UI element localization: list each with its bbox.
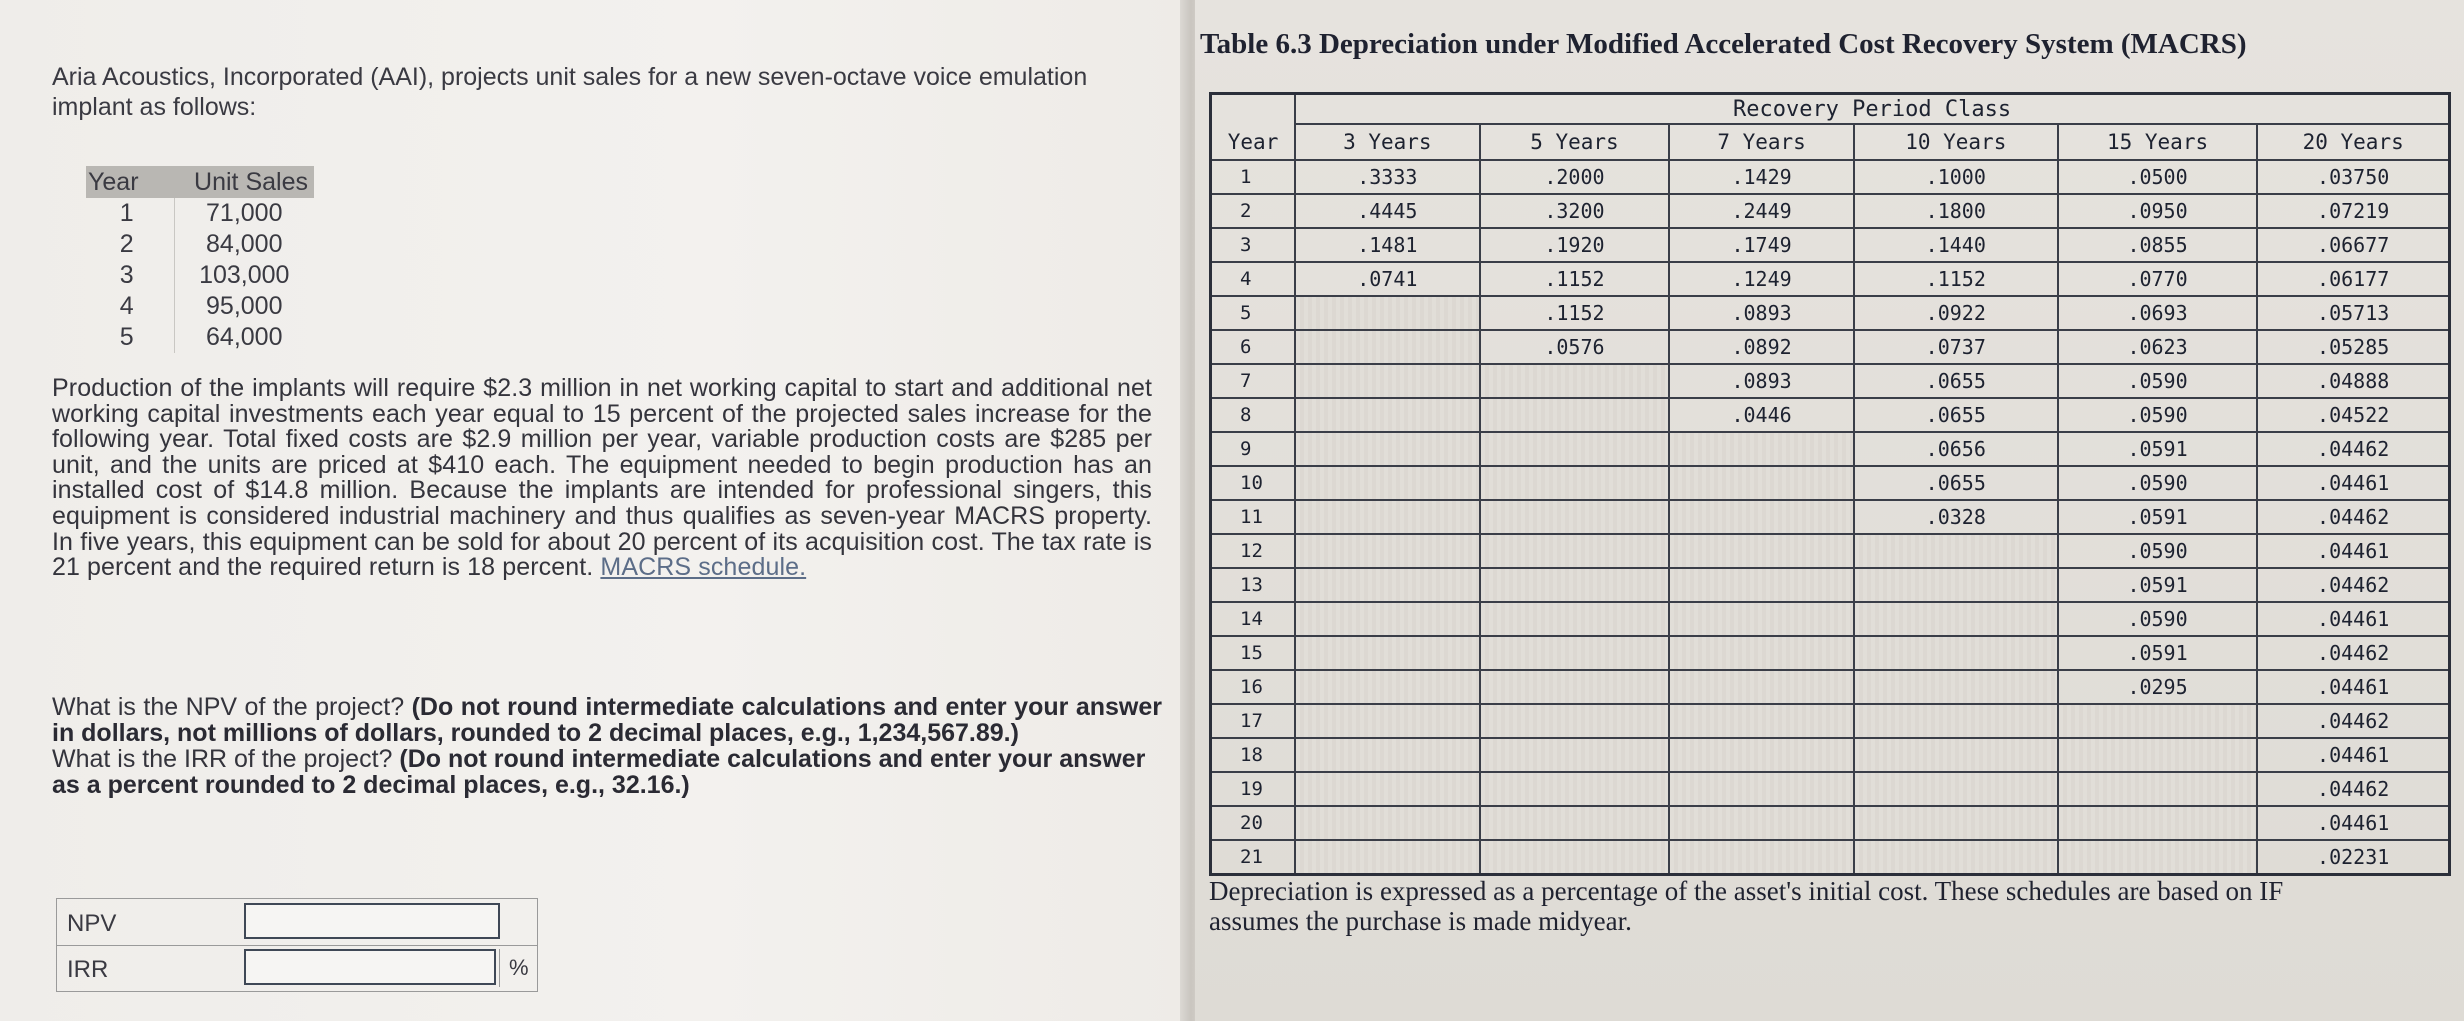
macrs-value-cell bbox=[1480, 772, 1670, 806]
sales-units-cell: 95,000 bbox=[206, 292, 283, 320]
macrs-value-cell: .04461 bbox=[2257, 806, 2449, 840]
macrs-value-cell bbox=[1295, 636, 1479, 670]
macrs-row bbox=[1211, 806, 2450, 840]
sales-year-cell: 2 bbox=[86, 229, 174, 260]
macrs-value-cell: .05285 bbox=[2257, 330, 2449, 364]
macrs-value-cell bbox=[2058, 738, 2258, 772]
macrs-row bbox=[1211, 364, 2450, 398]
macrs-value-cell: .0446 bbox=[1669, 398, 1853, 432]
macrs-value-cell bbox=[1669, 602, 1853, 636]
macrs-year-cell: 17 bbox=[1211, 704, 1296, 738]
macrs-value-cell bbox=[1669, 636, 1853, 670]
macrs-value-cell bbox=[1295, 806, 1479, 840]
macrs-value-cell bbox=[1480, 466, 1670, 500]
macrs-value-cell bbox=[1480, 364, 1670, 398]
macrs-value-cell: .1249 bbox=[1669, 262, 1853, 296]
macrs-value-cell: .0655 bbox=[1854, 466, 2058, 500]
macrs-table bbox=[1209, 92, 2451, 876]
macrs-value-cell bbox=[1669, 738, 1853, 772]
macrs-year-cell: 4 bbox=[1211, 262, 1296, 296]
macrs-column-header: 10 Years bbox=[1854, 124, 2058, 160]
macrs-row bbox=[1211, 704, 2450, 738]
footnote-line-1: Depreciation is expressed as a percentage of the asset's initial cost. These schedules are based on IF bbox=[1209, 876, 2284, 906]
macrs-year-cell: 13 bbox=[1211, 568, 1296, 602]
macrs-row bbox=[1211, 738, 2450, 772]
irr-label: IRR bbox=[67, 956, 109, 983]
macrs-value-cell: .04462 bbox=[2257, 636, 2449, 670]
macrs-value-cell: .04462 bbox=[2257, 568, 2449, 602]
macrs-value-cell: .0591 bbox=[2058, 432, 2258, 466]
macrs-year-cell: 11 bbox=[1211, 500, 1296, 534]
macrs-row bbox=[1211, 296, 2450, 330]
macrs-value-cell bbox=[1295, 296, 1479, 330]
macrs-value-cell bbox=[1295, 602, 1479, 636]
macrs-value-cell: .0500 bbox=[2058, 160, 2258, 194]
macrs-row bbox=[1211, 500, 2450, 534]
npv-question-instructions: (Do not round intermediate calculations and enter your answer in dollars, not millions of dollars, rounded to 2 decimal places, e.g., 1,234,567.89.) bbox=[52, 693, 1162, 747]
sales-units-cell: 71,000 bbox=[206, 199, 283, 227]
macrs-value-cell bbox=[1295, 704, 1479, 738]
macrs-value-cell bbox=[1295, 840, 1479, 875]
macrs-value-cell bbox=[1854, 840, 2058, 875]
year-header-spacer bbox=[1211, 94, 1296, 125]
macrs-panel bbox=[1195, 0, 2464, 1021]
macrs-value-cell: .04888 bbox=[2257, 364, 2449, 398]
macrs-value-cell bbox=[1669, 432, 1853, 466]
macrs-year-cell: 2 bbox=[1211, 194, 1296, 228]
macrs-value-cell: .0590 bbox=[2058, 534, 2258, 568]
macrs-value-cell: .0922 bbox=[1854, 296, 2058, 330]
macrs-value-cell bbox=[1480, 500, 1670, 534]
problem-details: Production of the implants will require $2.3 million in net working capital to start and additional net working capital investments each year equal to 15 percent of the projected sales increase for the following year. Total fixed costs are $2.9 million per year, variable production costs are $285 per unit, and the units are priced at $410 each. The equipment needed to begin production has an installed cost of $14.8 million. Because the implants are intended for professional singers, this equipment is considered industrial machinery and thus qualifies as seven-year MACRS property. In five years, this equipment can be sold for about 20 percent of its acquisition cost. The tax rate is 21 percent and the required return is 18 percent. bbox=[52, 374, 1152, 582]
macrs-row bbox=[1211, 432, 2450, 466]
macrs-row bbox=[1211, 602, 2450, 636]
sales-units-cell: 64,000 bbox=[206, 323, 283, 351]
macrs-value-cell: .0893 bbox=[1669, 364, 1853, 398]
unit-sales-table bbox=[86, 166, 314, 353]
macrs-value-cell: .0576 bbox=[1480, 330, 1670, 364]
macrs-value-cell bbox=[1480, 738, 1670, 772]
macrs-value-cell bbox=[1669, 704, 1853, 738]
macrs-value-cell: .0770 bbox=[2058, 262, 2258, 296]
macrs-value-cell: .0693 bbox=[2058, 296, 2258, 330]
macrs-value-cell: .03750 bbox=[2257, 160, 2449, 194]
irr-question bbox=[52, 746, 1162, 798]
macrs-value-cell bbox=[1480, 432, 1670, 466]
macrs-row bbox=[1211, 330, 2450, 364]
macrs-value-cell: .1000 bbox=[1854, 160, 2058, 194]
irr-question-text: What is the IRR of the project? bbox=[52, 745, 393, 773]
answer-table bbox=[56, 898, 538, 992]
macrs-value-cell bbox=[1669, 534, 1853, 568]
macrs-value-cell: .2449 bbox=[1669, 194, 1853, 228]
sales-units-cell: 84,000 bbox=[206, 230, 283, 258]
macrs-year-cell: 20 bbox=[1211, 806, 1296, 840]
sales-row bbox=[86, 291, 314, 322]
macrs-value-cell bbox=[1854, 806, 2058, 840]
macrs-value-cell bbox=[1295, 500, 1479, 534]
sales-row bbox=[86, 322, 314, 353]
macrs-year-cell: 8 bbox=[1211, 398, 1296, 432]
macrs-value-cell bbox=[1854, 568, 2058, 602]
macrs-value-cell: .0623 bbox=[2058, 330, 2258, 364]
macrs-value-cell: .0295 bbox=[2058, 670, 2258, 704]
macrs-value-cell: .0591 bbox=[2058, 568, 2258, 602]
macrs-value-cell bbox=[2058, 704, 2258, 738]
macrs-value-cell bbox=[2058, 806, 2258, 840]
macrs-value-cell: .04462 bbox=[2257, 772, 2449, 806]
footnote-line-2: assumes the purchase is made midyear. bbox=[1209, 906, 1632, 936]
macrs-year-cell: 19 bbox=[1211, 772, 1296, 806]
macrs-schedule-link[interactable]: MACRS schedule. bbox=[600, 553, 807, 582]
macrs-value-cell: .0591 bbox=[2058, 500, 2258, 534]
macrs-value-cell bbox=[1854, 704, 2058, 738]
macrs-value-cell: .04461 bbox=[2257, 534, 2449, 568]
npv-input[interactable] bbox=[244, 903, 500, 939]
sales-header-row bbox=[86, 166, 314, 198]
macrs-row bbox=[1211, 568, 2450, 602]
macrs-row bbox=[1211, 398, 2450, 432]
macrs-value-cell bbox=[1480, 534, 1670, 568]
macrs-value-cell: .05713 bbox=[2257, 296, 2449, 330]
macrs-value-cell: .0893 bbox=[1669, 296, 1853, 330]
macrs-value-cell: .04461 bbox=[2257, 602, 2449, 636]
sales-year-cell: 4 bbox=[86, 291, 174, 322]
macrs-value-cell: .0855 bbox=[2058, 228, 2258, 262]
macrs-value-cell: .0328 bbox=[1854, 500, 2058, 534]
macrs-value-cell bbox=[1480, 568, 1670, 602]
macrs-value-cell bbox=[1854, 738, 2058, 772]
macrs-value-cell bbox=[2058, 772, 2258, 806]
macrs-value-cell: .04461 bbox=[2257, 670, 2449, 704]
macrs-value-cell bbox=[1669, 670, 1853, 704]
macrs-row bbox=[1211, 466, 2450, 500]
macrs-value-cell: .1440 bbox=[1854, 228, 2058, 262]
percent-sign: % bbox=[509, 955, 529, 980]
macrs-value-cell bbox=[1480, 636, 1670, 670]
macrs-year-cell: 6 bbox=[1211, 330, 1296, 364]
macrs-value-cell: .1429 bbox=[1669, 160, 1853, 194]
macrs-value-cell: .04522 bbox=[2257, 398, 2449, 432]
macrs-row bbox=[1211, 670, 2450, 704]
macrs-value-cell: .04461 bbox=[2257, 466, 2449, 500]
macrs-value-cell bbox=[1480, 670, 1670, 704]
macrs-value-cell: .0655 bbox=[1854, 364, 2058, 398]
macrs-value-cell bbox=[1854, 636, 2058, 670]
macrs-row bbox=[1211, 228, 2450, 262]
macrs-value-cell: .06177 bbox=[2257, 262, 2449, 296]
macrs-value-cell: .1920 bbox=[1480, 228, 1670, 262]
irr-input[interactable] bbox=[244, 949, 496, 985]
macrs-value-cell bbox=[1480, 840, 1670, 875]
npv-label: NPV bbox=[67, 910, 117, 937]
macrs-year-cell: 16 bbox=[1211, 670, 1296, 704]
macrs-value-cell bbox=[1295, 772, 1479, 806]
npv-question-text: What is the NPV of the project? bbox=[52, 693, 405, 721]
macrs-value-cell: .1152 bbox=[1480, 296, 1670, 330]
macrs-year-cell: 9 bbox=[1211, 432, 1296, 466]
unit-sales-header: Unit Sales bbox=[174, 166, 314, 198]
macrs-column-header-row bbox=[1211, 124, 2450, 160]
macrs-value-cell bbox=[1480, 398, 1670, 432]
macrs-value-cell: .1152 bbox=[1480, 262, 1670, 296]
macrs-value-cell bbox=[1295, 568, 1479, 602]
macrs-value-cell bbox=[1480, 602, 1670, 636]
sales-units-cell: 103,000 bbox=[199, 261, 290, 289]
macrs-row bbox=[1211, 772, 2450, 806]
macrs-row bbox=[1211, 194, 2450, 228]
macrs-value-cell: .4445 bbox=[1295, 194, 1479, 228]
macrs-value-cell: .04461 bbox=[2257, 738, 2449, 772]
macrs-value-cell: .1481 bbox=[1295, 228, 1479, 262]
npv-question bbox=[52, 694, 1162, 746]
macrs-year-cell: 14 bbox=[1211, 602, 1296, 636]
sales-year-cell: 5 bbox=[86, 322, 174, 353]
macrs-value-cell bbox=[1295, 670, 1479, 704]
sales-year-cell: 1 bbox=[86, 198, 174, 229]
macrs-value-cell: .0590 bbox=[2058, 398, 2258, 432]
macrs-value-cell: .1152 bbox=[1854, 262, 2058, 296]
macrs-row bbox=[1211, 160, 2450, 194]
macrs-value-cell: .2000 bbox=[1480, 160, 1670, 194]
macrs-value-cell bbox=[1295, 432, 1479, 466]
macrs-year-cell: 1 bbox=[1211, 160, 1296, 194]
macrs-value-cell: .1800 bbox=[1854, 194, 2058, 228]
macrs-value-cell: .0591 bbox=[2058, 636, 2258, 670]
macrs-value-cell: .0590 bbox=[2058, 466, 2258, 500]
macrs-column-header: 15 Years bbox=[2058, 124, 2258, 160]
sales-year-cell: 3 bbox=[86, 260, 174, 291]
macrs-group-header-row bbox=[1211, 94, 2450, 125]
macrs-value-cell: .0950 bbox=[2058, 194, 2258, 228]
macrs-column-header: 3 Years bbox=[1295, 124, 1479, 160]
macrs-value-cell: .0590 bbox=[2058, 364, 2258, 398]
sales-row bbox=[86, 229, 314, 260]
macrs-value-cell: .06677 bbox=[2257, 228, 2449, 262]
macrs-value-cell bbox=[1669, 466, 1853, 500]
macrs-value-cell: .3333 bbox=[1295, 160, 1479, 194]
macrs-value-cell bbox=[1669, 840, 1853, 875]
macrs-footnote bbox=[1209, 876, 2464, 936]
macrs-value-cell bbox=[1854, 670, 2058, 704]
macrs-column-header: 20 Years bbox=[2257, 124, 2449, 160]
macrs-year-cell: 3 bbox=[1211, 228, 1296, 262]
problem-panel bbox=[0, 0, 1185, 1021]
macrs-value-cell: .0590 bbox=[2058, 602, 2258, 636]
macrs-value-cell: .0741 bbox=[1295, 262, 1479, 296]
macrs-row bbox=[1211, 840, 2450, 875]
macrs-value-cell bbox=[1480, 806, 1670, 840]
macrs-value-cell: .02231 bbox=[2257, 840, 2449, 875]
macrs-value-cell bbox=[1854, 534, 2058, 568]
sales-row bbox=[86, 260, 314, 291]
macrs-value-cell: .1749 bbox=[1669, 228, 1853, 262]
intro-text: Aria Acoustics, Incorporated (AAI), projects unit sales for a new seven-octave voice emulation implant as follows: bbox=[52, 63, 1088, 121]
irr-row bbox=[57, 945, 537, 991]
macrs-year-cell: 18 bbox=[1211, 738, 1296, 772]
macrs-column-header: 7 Years bbox=[1669, 124, 1853, 160]
macrs-row bbox=[1211, 534, 2450, 568]
macrs-year-cell: 21 bbox=[1211, 840, 1296, 875]
macrs-value-cell bbox=[1854, 772, 2058, 806]
macrs-column-header: 5 Years bbox=[1480, 124, 1670, 160]
year-header: Year bbox=[86, 166, 174, 198]
macrs-year-cell: 10 bbox=[1211, 466, 1296, 500]
macrs-year-cell: 7 bbox=[1211, 364, 1296, 398]
macrs-value-cell bbox=[1295, 364, 1479, 398]
questions bbox=[52, 694, 1162, 798]
macrs-value-cell: .07219 bbox=[2257, 194, 2449, 228]
macrs-value-cell: .0656 bbox=[1854, 432, 2058, 466]
macrs-value-cell bbox=[1854, 602, 2058, 636]
macrs-value-cell bbox=[1669, 772, 1853, 806]
macrs-value-cell bbox=[1669, 568, 1853, 602]
macrs-value-cell: .3200 bbox=[1480, 194, 1670, 228]
macrs-value-cell bbox=[1669, 806, 1853, 840]
macrs-value-cell bbox=[1295, 534, 1479, 568]
macrs-value-cell bbox=[1295, 398, 1479, 432]
macrs-value-cell: .0892 bbox=[1669, 330, 1853, 364]
macrs-value-cell: .04462 bbox=[2257, 432, 2449, 466]
macrs-value-cell: .04462 bbox=[2257, 500, 2449, 534]
macrs-value-cell bbox=[1295, 466, 1479, 500]
macrs-year-cell: 12 bbox=[1211, 534, 1296, 568]
problem-paragraph bbox=[52, 376, 1152, 581]
recovery-period-header: Recovery Period Class bbox=[1295, 94, 2449, 125]
irr-question-instructions: (Do not round intermediate calculations and enter your answer as a percent rounded to 2 decimal places, e.g., 32.16.) bbox=[52, 745, 1146, 799]
sales-row bbox=[86, 198, 314, 229]
macrs-year-cell: 5 bbox=[1211, 296, 1296, 330]
npv-row bbox=[57, 899, 537, 946]
macrs-value-cell bbox=[1669, 500, 1853, 534]
macrs-row bbox=[1211, 262, 2450, 296]
macrs-value-cell bbox=[1295, 738, 1479, 772]
macrs-year-header: Year bbox=[1211, 124, 1296, 160]
macrs-row bbox=[1211, 636, 2450, 670]
macrs-value-cell: .04462 bbox=[2257, 704, 2449, 738]
macrs-value-cell: .0737 bbox=[1854, 330, 2058, 364]
macrs-value-cell bbox=[2058, 840, 2258, 875]
macrs-table-title: Table 6.3 Depreciation under Modified Accelerated Cost Recovery System (MACRS) bbox=[1200, 28, 2247, 60]
macrs-value-cell bbox=[1295, 330, 1479, 364]
macrs-value-cell: .0655 bbox=[1854, 398, 2058, 432]
macrs-value-cell bbox=[1480, 704, 1670, 738]
macrs-year-cell: 15 bbox=[1211, 636, 1296, 670]
